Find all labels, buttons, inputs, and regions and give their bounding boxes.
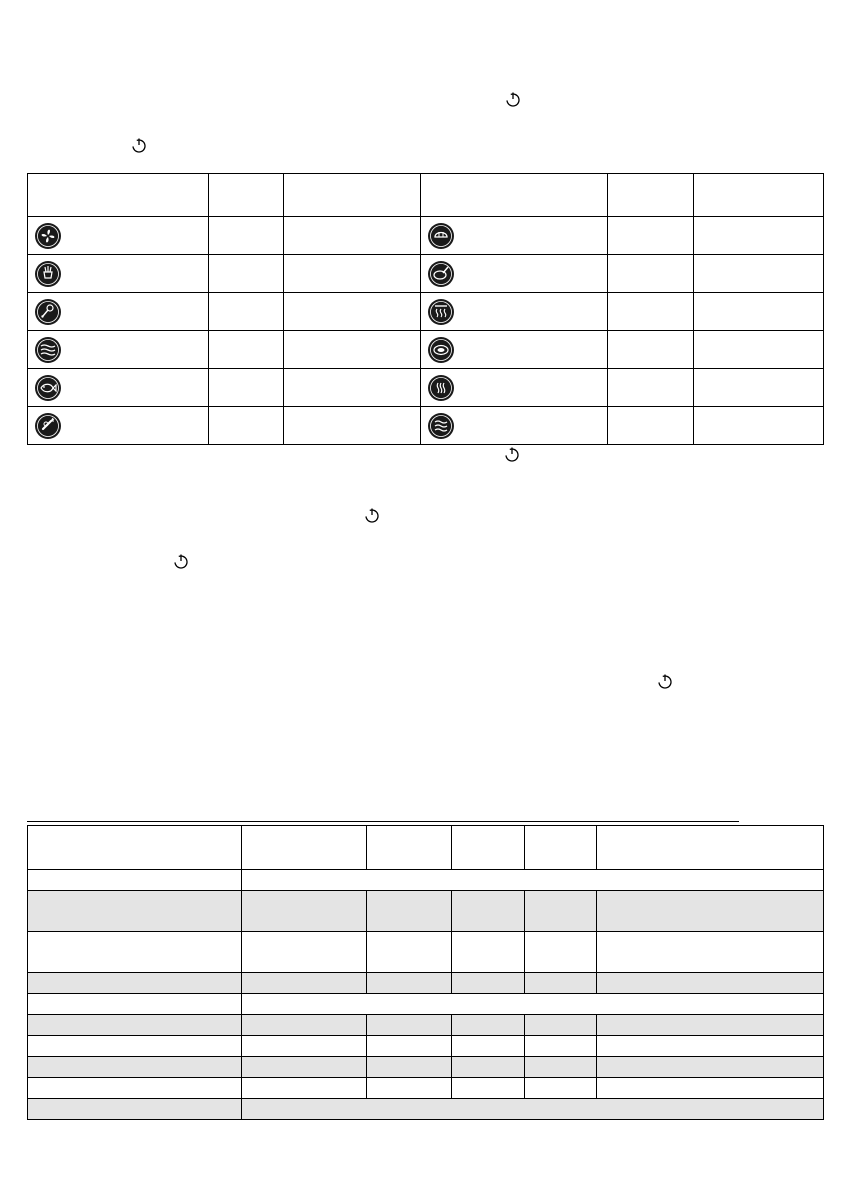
table-row xyxy=(28,1078,824,1099)
table-cell xyxy=(209,255,284,293)
table-cell xyxy=(209,407,284,445)
table-cell xyxy=(242,891,367,932)
table-cell xyxy=(209,217,284,255)
table-cell xyxy=(597,1036,824,1057)
header-cell xyxy=(525,826,597,870)
program-cell xyxy=(28,217,209,255)
table-cell xyxy=(28,1036,242,1057)
table-cell xyxy=(608,369,694,407)
table-cell xyxy=(284,255,421,293)
table-cell xyxy=(525,1036,597,1057)
program-cell xyxy=(421,217,608,255)
table-cell xyxy=(597,1015,824,1036)
program-cell xyxy=(28,407,209,445)
power-icon xyxy=(504,446,520,462)
table-cell xyxy=(525,1057,597,1078)
table-row xyxy=(28,407,824,445)
wings-icon xyxy=(34,298,62,326)
table-cell xyxy=(452,1057,525,1078)
table-header-row xyxy=(28,826,824,870)
table-cell xyxy=(28,1099,242,1120)
table-cell xyxy=(597,1057,824,1078)
dehydrate-icon xyxy=(427,336,455,364)
table-row xyxy=(28,217,824,255)
header-cell xyxy=(209,174,284,217)
header-cell xyxy=(608,174,694,217)
table-cell xyxy=(209,369,284,407)
air-fry-icon xyxy=(34,222,62,250)
table-cell xyxy=(284,293,421,331)
table-cell xyxy=(608,331,694,369)
table-cell xyxy=(694,293,824,331)
table-cell xyxy=(284,369,421,407)
table-cell xyxy=(367,973,452,994)
table-cell xyxy=(242,1099,824,1120)
table-header-row xyxy=(28,174,824,217)
table-cell xyxy=(28,932,242,973)
table-row xyxy=(28,932,824,973)
power-icon xyxy=(657,673,673,689)
table-cell xyxy=(28,1015,242,1036)
table-cell xyxy=(452,1036,525,1057)
power-icon xyxy=(173,553,189,569)
header-cell xyxy=(694,174,824,217)
table-row xyxy=(28,1099,824,1120)
table-cell xyxy=(452,973,525,994)
table-cell xyxy=(284,217,421,255)
table-cell xyxy=(694,407,824,445)
table-cell xyxy=(367,891,452,932)
program-cell xyxy=(421,369,608,407)
table-cell xyxy=(597,891,824,932)
table-row xyxy=(28,369,824,407)
table-cell xyxy=(597,973,824,994)
table-cell xyxy=(284,407,421,445)
table-cell xyxy=(694,369,824,407)
program-cell xyxy=(421,255,608,293)
power-icon xyxy=(131,137,147,153)
table-row xyxy=(28,293,824,331)
program-cell xyxy=(28,255,209,293)
table-cell xyxy=(694,255,824,293)
table-row xyxy=(28,331,824,369)
table-cell xyxy=(694,331,824,369)
program-cell xyxy=(28,369,209,407)
table-cell xyxy=(28,1057,242,1078)
header-cell xyxy=(421,174,608,217)
header-cell xyxy=(367,826,452,870)
table-cell xyxy=(694,217,824,255)
header-cell xyxy=(28,826,242,870)
table-cell xyxy=(525,973,597,994)
table-cell xyxy=(367,932,452,973)
specification-table xyxy=(27,825,824,1120)
section-divider xyxy=(27,821,739,822)
header-cell xyxy=(452,826,525,870)
table-row xyxy=(28,891,824,932)
table-cell xyxy=(367,1057,452,1078)
table-cell xyxy=(452,1015,525,1036)
table-cell xyxy=(28,994,242,1015)
table-cell xyxy=(28,891,242,932)
table-row xyxy=(28,870,824,891)
table-cell xyxy=(209,331,284,369)
program-cell xyxy=(421,293,608,331)
table-row xyxy=(28,255,824,293)
bacon-icon xyxy=(34,336,62,364)
table-cell xyxy=(242,994,824,1015)
broil-icon xyxy=(427,298,455,326)
table-cell xyxy=(28,870,242,891)
table-cell xyxy=(367,1078,452,1099)
table-cell xyxy=(367,1015,452,1036)
seafood-icon xyxy=(34,374,62,402)
table-cell xyxy=(452,891,525,932)
power-icon xyxy=(364,507,380,523)
table-cell xyxy=(597,1078,824,1099)
table-cell xyxy=(28,973,242,994)
table-cell xyxy=(608,255,694,293)
header-cell xyxy=(284,174,421,217)
table-cell xyxy=(525,891,597,932)
table-cell xyxy=(209,293,284,331)
table-cell xyxy=(452,932,525,973)
table-row xyxy=(28,973,824,994)
program-cell xyxy=(28,331,209,369)
table-cell xyxy=(608,293,694,331)
table-cell xyxy=(242,973,367,994)
table-cell xyxy=(525,1015,597,1036)
power-icon xyxy=(505,91,521,107)
header-cell xyxy=(28,174,209,217)
table-cell xyxy=(608,407,694,445)
header-cell xyxy=(242,826,367,870)
reheat-icon xyxy=(427,374,455,402)
table-cell xyxy=(242,1036,367,1057)
table-cell xyxy=(242,932,367,973)
table-cell xyxy=(242,1078,367,1099)
header-cell xyxy=(597,826,824,870)
table-cell xyxy=(452,1078,525,1099)
table-cell xyxy=(608,217,694,255)
table-cell xyxy=(525,932,597,973)
cooking-program-table xyxy=(27,173,824,445)
table-cell xyxy=(597,932,824,973)
table-row xyxy=(28,1057,824,1078)
table-cell xyxy=(242,870,824,891)
table-row xyxy=(28,1036,824,1057)
table-cell xyxy=(367,1036,452,1057)
table-cell xyxy=(28,1078,242,1099)
table-cell xyxy=(242,1057,367,1078)
bake-icon xyxy=(427,222,455,250)
program-cell xyxy=(421,331,608,369)
table-cell xyxy=(525,1078,597,1099)
table-row xyxy=(28,994,824,1015)
table-row xyxy=(28,1015,824,1036)
program-cell xyxy=(421,407,608,445)
table-cell xyxy=(242,1015,367,1036)
keep-warm-icon xyxy=(427,412,455,440)
roast-icon xyxy=(427,260,455,288)
table-cell xyxy=(284,331,421,369)
vegetables-icon xyxy=(34,412,62,440)
program-cell xyxy=(28,293,209,331)
fries-icon xyxy=(34,260,62,288)
